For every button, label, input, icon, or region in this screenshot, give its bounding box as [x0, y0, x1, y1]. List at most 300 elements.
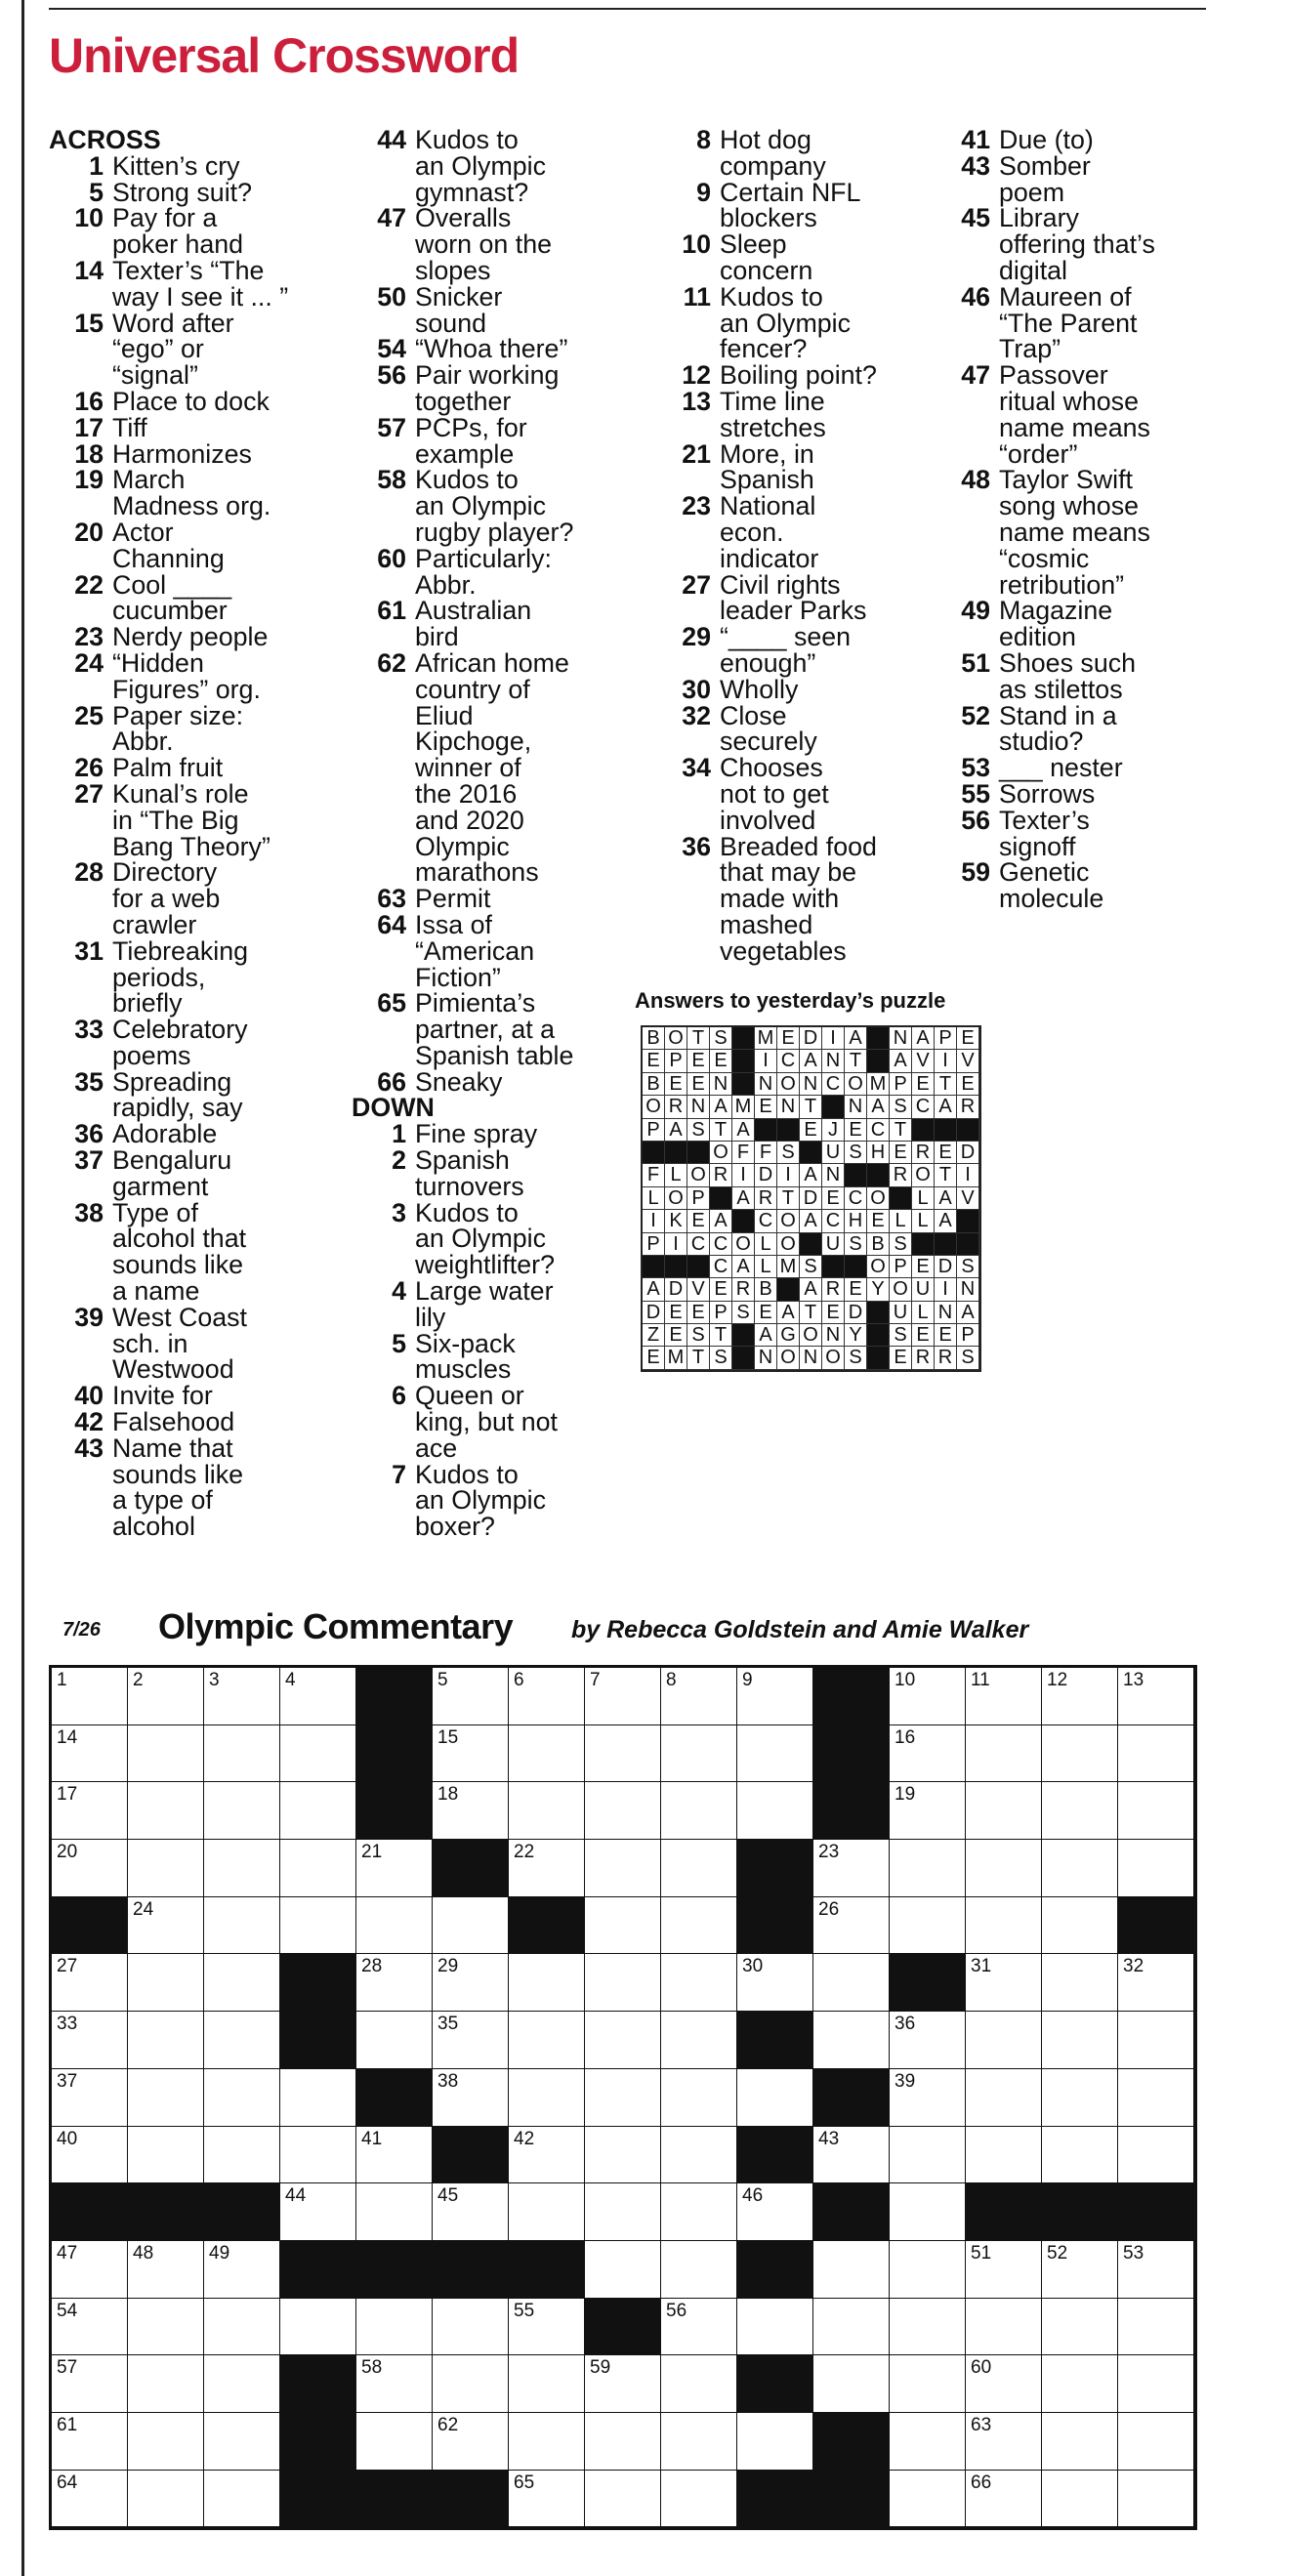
clue-text — [112, 700, 342, 757]
answer-cell: E — [957, 1027, 979, 1050]
grid-cell[interactable] — [1042, 1897, 1118, 1955]
cell-number: 7 — [590, 1670, 601, 1690]
grid-cell[interactable] — [813, 2012, 890, 2069]
grid-cell[interactable] — [966, 1725, 1042, 1783]
grid-cell[interactable] — [737, 1954, 813, 2012]
grid-cell[interactable] — [280, 2183, 356, 2241]
grid-cell[interactable] — [509, 2012, 585, 2069]
grid-cell[interactable] — [890, 2127, 966, 2184]
grid-cell[interactable] — [661, 2471, 737, 2528]
clue-line: Breaded food — [720, 831, 877, 861]
grid-cell[interactable] — [204, 1897, 280, 1955]
grid-cell[interactable] — [1042, 1840, 1118, 1897]
grid-cell[interactable] — [52, 2471, 128, 2528]
grid-cell[interactable] — [204, 2413, 280, 2471]
clue-text — [999, 859, 1228, 912]
cell-number: 18 — [437, 1784, 459, 1806]
clue-line: African home — [415, 647, 569, 678]
grid-cell[interactable] — [737, 2413, 813, 2471]
grid-cell[interactable] — [280, 2127, 356, 2184]
grid-cell[interactable] — [1042, 2299, 1118, 2356]
grid-cell[interactable] — [204, 2127, 280, 2184]
grid-cell[interactable] — [737, 2069, 813, 2127]
clue-text — [999, 205, 1228, 283]
grid-cell[interactable] — [280, 1725, 356, 1783]
grid-cell[interactable] — [585, 1840, 661, 1897]
grid-cell[interactable] — [52, 2012, 128, 2069]
answer-cell: E — [755, 1302, 777, 1324]
answer-black-cell — [800, 1233, 822, 1256]
grid-cell[interactable] — [661, 2413, 737, 2471]
grid-cell[interactable] — [1042, 2127, 1118, 2184]
grid-cell[interactable] — [1118, 2241, 1194, 2299]
answer-black-cell — [687, 1142, 710, 1164]
cell-number: 53 — [1123, 2242, 1144, 2264]
cell-number: 38 — [437, 2070, 459, 2092]
grid-cell[interactable] — [585, 2471, 661, 2528]
grid-cell[interactable] — [585, 1897, 661, 1955]
clue — [656, 231, 949, 284]
grid-cell[interactable] — [356, 2012, 433, 2069]
grid-cell[interactable] — [128, 1840, 204, 1897]
clue-number: 23 — [682, 491, 711, 521]
grid-cell[interactable] — [509, 2299, 585, 2356]
grid-cell[interactable] — [204, 1782, 280, 1840]
clue-text — [112, 438, 342, 469]
cell-number: 37 — [57, 2070, 78, 2092]
grid-cell[interactable] — [433, 2183, 509, 2241]
clue-text — [415, 1459, 645, 1542]
grid-cell[interactable] — [509, 1954, 585, 2012]
grid-cell[interactable] — [661, 1840, 737, 1897]
grid-cell[interactable] — [585, 1668, 661, 1725]
grid-cell[interactable] — [737, 1725, 813, 1783]
grid-cell[interactable] — [509, 2355, 585, 2413]
grid-cell[interactable] — [280, 1668, 356, 1725]
cell-number: 6 — [514, 1670, 524, 1690]
grid-cell[interactable] — [890, 2069, 966, 2127]
grid-cell[interactable] — [661, 1668, 737, 1725]
clue — [49, 519, 342, 572]
grid-cell[interactable] — [1042, 1668, 1118, 1725]
clue-text — [720, 831, 949, 966]
grid-cell[interactable] — [356, 2413, 433, 2471]
clue-line: Texter’s “The — [112, 255, 265, 285]
grid-cell[interactable] — [585, 2241, 661, 2299]
grid-black-square — [356, 2471, 433, 2528]
grid-cell[interactable] — [204, 2299, 280, 2356]
grid-cell[interactable] — [204, 2355, 280, 2413]
grid-cell[interactable] — [280, 2299, 356, 2356]
grid-cell[interactable] — [128, 1954, 204, 2012]
grid-cell[interactable] — [509, 2127, 585, 2184]
grid-cell[interactable] — [585, 2413, 661, 2471]
grid-cell[interactable] — [661, 1897, 737, 1955]
answer-cell: H — [845, 1210, 867, 1232]
grid-cell[interactable] — [890, 1668, 966, 1725]
answer-cell: B — [643, 1073, 665, 1096]
grid-cell[interactable] — [356, 2355, 433, 2413]
grid-cell[interactable] — [433, 1782, 509, 1840]
grid-cell[interactable] — [966, 2299, 1042, 2356]
grid-cell[interactable] — [737, 1668, 813, 1725]
clue-line: Directory — [112, 857, 218, 888]
grid-cell[interactable] — [1042, 2012, 1118, 2069]
grid-cell[interactable] — [204, 1840, 280, 1897]
grid-cell[interactable] — [356, 2127, 433, 2184]
answer-cell: N — [845, 1096, 867, 1118]
grid-cell[interactable] — [128, 1725, 204, 1783]
grid-cell[interactable] — [204, 2241, 280, 2299]
grid-cell[interactable] — [813, 2127, 890, 2184]
answer-black-cell — [822, 1096, 845, 1118]
clue — [352, 598, 645, 650]
grid-cell[interactable] — [52, 2127, 128, 2184]
grid-cell[interactable] — [433, 2299, 509, 2356]
clue-line: Pimienta’s — [415, 988, 536, 1018]
grid-black-square — [813, 2471, 890, 2528]
grid-cell[interactable] — [661, 2183, 737, 2241]
answer-cell: A — [643, 1278, 665, 1301]
grid-cell[interactable] — [509, 2413, 585, 2471]
answer-black-cell — [777, 1278, 800, 1301]
grid-cell[interactable] — [966, 2069, 1042, 2127]
clue-number: 51 — [961, 647, 990, 678]
grid-cell[interactable] — [433, 2069, 509, 2127]
clue-number: 55 — [961, 778, 990, 809]
grid-cell[interactable] — [128, 1668, 204, 1725]
clue-line: crawler — [112, 909, 197, 939]
clue — [936, 150, 1228, 207]
grid-cell[interactable] — [204, 2069, 280, 2127]
grid-cell[interactable] — [1042, 1725, 1118, 1783]
grid-cell[interactable] — [966, 1840, 1042, 1897]
answer-cell: O — [867, 1256, 890, 1278]
clue-line: Olympic — [415, 831, 510, 861]
grid-cell[interactable] — [585, 2069, 661, 2127]
answer-cell: T — [845, 1050, 867, 1072]
answer-cell: S — [845, 1142, 867, 1164]
answer-cell: I — [732, 1164, 755, 1186]
grid-cell[interactable] — [661, 2241, 737, 2299]
clue-line: Kudos to — [415, 1459, 519, 1489]
grid-cell[interactable] — [204, 1668, 280, 1725]
answer-cell: D — [800, 1187, 822, 1210]
clue — [656, 281, 949, 364]
clue-number: 29 — [682, 622, 711, 652]
grid-cell[interactable] — [52, 1782, 128, 1840]
grid-cell[interactable] — [1118, 2355, 1194, 2413]
grid-cell[interactable] — [509, 2471, 585, 2528]
grid-cell[interactable] — [356, 1954, 433, 2012]
grid-cell[interactable] — [433, 1668, 509, 1725]
grid-cell[interactable] — [890, 2471, 966, 2528]
answer-cell: I — [957, 1164, 979, 1186]
grid-cell[interactable] — [661, 2299, 737, 2356]
grid-cell[interactable] — [890, 2012, 966, 2069]
grid-cell[interactable] — [661, 1782, 737, 1840]
clue-line: Kunal’s role — [112, 778, 249, 809]
grid-cell[interactable] — [204, 1725, 280, 1783]
grid-cell[interactable] — [1042, 2241, 1118, 2299]
grid-cell[interactable] — [1118, 2012, 1194, 2069]
grid-cell[interactable] — [737, 1782, 813, 1840]
answer-cell: B — [755, 1278, 777, 1301]
grid-cell[interactable] — [1118, 2127, 1194, 2184]
grid-cell[interactable] — [1042, 2413, 1118, 2471]
clue-text — [112, 935, 342, 1018]
answer-cell: L — [755, 1233, 777, 1256]
grid-cell[interactable] — [433, 2355, 509, 2413]
grid-cell[interactable] — [204, 1954, 280, 2012]
grid-cell[interactable] — [661, 2012, 737, 2069]
grid-cell[interactable] — [585, 1725, 661, 1783]
answer-cell: N — [800, 1347, 822, 1369]
cell-number: 22 — [514, 1842, 535, 1863]
grid-cell[interactable] — [128, 2355, 204, 2413]
clue-line: for a web — [112, 884, 221, 914]
grid-cell[interactable] — [1118, 1725, 1194, 1783]
clue-number: 42 — [74, 1407, 104, 1437]
clue-line: turnovers — [415, 1171, 524, 1201]
grid-cell[interactable] — [356, 1897, 433, 1955]
grid-cell[interactable] — [509, 1668, 585, 1725]
grid-cell[interactable] — [737, 2299, 813, 2356]
grid-black-square — [356, 2241, 433, 2299]
grid-cell[interactable] — [280, 1782, 356, 1840]
clue-line: worn on the — [415, 229, 553, 260]
clue — [49, 1383, 342, 1409]
grid-cell[interactable] — [1118, 1954, 1194, 2012]
grid-black-square — [585, 2299, 661, 2356]
grid-cell[interactable] — [661, 2127, 737, 2184]
grid-cell[interactable] — [661, 1725, 737, 1783]
grid-cell[interactable] — [661, 2069, 737, 2127]
grid-cell[interactable] — [52, 2355, 128, 2413]
grid-cell[interactable] — [1042, 2471, 1118, 2528]
clue-text — [112, 308, 342, 391]
clue-text — [112, 1383, 342, 1409]
grid-cell[interactable] — [1118, 1840, 1194, 1897]
clue-line: together — [415, 386, 512, 416]
grid-cell[interactable] — [204, 2012, 280, 2069]
answer-cell: F — [732, 1142, 755, 1164]
grid-cell[interactable] — [433, 1725, 509, 1783]
clue-line: poem — [999, 177, 1065, 207]
grid-cell[interactable] — [128, 1782, 204, 1840]
clue-line: Spreading — [112, 1066, 232, 1097]
cell-number: 63 — [971, 2414, 992, 2435]
grid-cell[interactable] — [1042, 2355, 1118, 2413]
grid-cell[interactable] — [1118, 2413, 1194, 2471]
clue — [49, 1147, 342, 1200]
grid-cell[interactable] — [890, 2355, 966, 2413]
cell-number: 10 — [895, 1670, 916, 1690]
grid-cell[interactable] — [356, 1840, 433, 1897]
grid-cell[interactable] — [509, 2183, 585, 2241]
grid-cell[interactable] — [813, 1840, 890, 1897]
answer-black-cell — [710, 1187, 732, 1210]
grid-cell[interactable] — [433, 1897, 509, 1955]
grid-cell[interactable] — [1118, 1668, 1194, 1725]
answer-cell: S — [845, 1233, 867, 1256]
grid-cell[interactable] — [585, 2183, 661, 2241]
clue-line: king, but not — [415, 1407, 558, 1437]
answer-cell: V — [912, 1050, 935, 1072]
answer-cell: M — [665, 1347, 687, 1369]
grid-cell[interactable] — [52, 1725, 128, 1783]
clue-line: slopes — [415, 255, 491, 285]
grid-cell[interactable] — [890, 1725, 966, 1783]
answer-cell: A — [800, 1210, 822, 1232]
clue-text — [415, 1066, 645, 1097]
grid-cell[interactable] — [128, 2127, 204, 2184]
grid-cell[interactable] — [509, 2069, 585, 2127]
clue — [352, 1197, 645, 1280]
clue-line: an Olympic — [720, 308, 852, 338]
grid-cell[interactable] — [1042, 1782, 1118, 1840]
clue-text — [415, 1328, 645, 1385]
grid-cell[interactable] — [966, 2127, 1042, 2184]
grid-cell[interactable] — [966, 1668, 1042, 1725]
grid-cell[interactable] — [585, 2127, 661, 2184]
answer-cell: E — [687, 1050, 710, 1072]
grid-cell[interactable] — [813, 2241, 890, 2299]
grid-cell[interactable] — [966, 2471, 1042, 2528]
grid-cell[interactable] — [966, 1897, 1042, 1955]
answer-cell: A — [755, 1324, 777, 1347]
grid-cell[interactable] — [1118, 2471, 1194, 2528]
grid-cell[interactable] — [966, 1954, 1042, 2012]
clue-number: 44 — [377, 125, 406, 154]
grid-cell[interactable] — [356, 2183, 433, 2241]
puzzle-title: Olympic Commentary — [158, 1606, 514, 1646]
grid-cell[interactable] — [52, 2241, 128, 2299]
answer-cell: O — [777, 1073, 800, 1096]
grid-cell[interactable] — [128, 2241, 204, 2299]
grid-cell[interactable] — [966, 1782, 1042, 1840]
grid-cell[interactable] — [52, 1954, 128, 2012]
clue-text — [999, 647, 1228, 704]
grid-cell[interactable] — [128, 2471, 204, 2528]
grid-cell[interactable] — [813, 1954, 890, 2012]
grid-cell[interactable] — [737, 2183, 813, 2241]
grid-cell[interactable] — [890, 2299, 966, 2356]
grid-cell[interactable] — [585, 2355, 661, 2413]
grid-cell[interactable] — [1042, 1954, 1118, 2012]
clue-line: Abbr. — [415, 569, 477, 600]
answer-cell: E — [912, 1324, 935, 1347]
grid-cell[interactable] — [280, 2069, 356, 2127]
grid-black-square — [1118, 1897, 1194, 1955]
grid-cell[interactable] — [813, 2355, 890, 2413]
grid-cell[interactable] — [1042, 2069, 1118, 2127]
grid-cell[interactable] — [128, 2012, 204, 2069]
answer-black-cell — [957, 1233, 979, 1256]
grid-cell[interactable] — [890, 1840, 966, 1897]
answer-cell: S — [687, 1119, 710, 1142]
answer-cell: E — [687, 1210, 710, 1232]
clue — [936, 127, 1228, 153]
grid-cell[interactable] — [128, 2413, 204, 2471]
grid-cell[interactable] — [128, 2299, 204, 2356]
grid-cell[interactable] — [52, 1668, 128, 1725]
grid-cell[interactable] — [966, 2012, 1042, 2069]
section-heading: DOWN — [352, 1093, 435, 1123]
grid-cell[interactable] — [890, 1897, 966, 1955]
grid-cell[interactable] — [356, 2299, 433, 2356]
clue-line: Overalls — [415, 203, 512, 233]
clue-text — [415, 127, 645, 205]
grid-cell[interactable] — [585, 1954, 661, 2012]
grid-cell[interactable] — [280, 1897, 356, 1955]
clue-text — [999, 467, 1228, 598]
grid-cell[interactable] — [585, 2012, 661, 2069]
grid-cell[interactable] — [433, 1954, 509, 2012]
grid-cell[interactable] — [52, 2413, 128, 2471]
grid-cell[interactable] — [966, 2355, 1042, 2413]
grid-cell[interactable] — [890, 2413, 966, 2471]
clue-number: 35 — [74, 1066, 104, 1097]
grid-cell[interactable] — [1118, 2069, 1194, 2127]
answer-cell: A — [890, 1050, 912, 1072]
clue-line: winner of — [415, 753, 521, 783]
grid-cell[interactable] — [890, 1782, 966, 1840]
answer-cell: D — [935, 1256, 957, 1278]
answer-cell: D — [800, 1027, 822, 1050]
grid-cell[interactable] — [280, 1840, 356, 1897]
grid-cell[interactable] — [890, 2183, 966, 2241]
grid-cell[interactable] — [204, 2471, 280, 2528]
grid-cell[interactable] — [1118, 2299, 1194, 2356]
clue — [936, 281, 1228, 364]
grid-cell[interactable] — [433, 2012, 509, 2069]
grid-black-square — [280, 2012, 356, 2069]
grid-cell[interactable] — [813, 1897, 890, 1955]
grid-cell[interactable] — [128, 1897, 204, 1955]
clue — [49, 438, 342, 469]
clue — [352, 990, 645, 1068]
grid-cell[interactable] — [966, 2241, 1042, 2299]
grid-cell[interactable] — [128, 2069, 204, 2127]
grid-cell[interactable] — [661, 2355, 737, 2413]
grid-cell[interactable] — [52, 2069, 128, 2127]
grid-cell[interactable] — [509, 1782, 585, 1840]
clue-line: in “The Big — [112, 805, 239, 835]
grid-cell[interactable] — [890, 2241, 966, 2299]
grid-cell[interactable] — [661, 1954, 737, 2012]
answer-cell: R — [890, 1164, 912, 1186]
answer-cell: P — [957, 1324, 979, 1347]
clue-number: 10 — [682, 229, 711, 260]
clue-text — [720, 177, 949, 233]
answer-cell: E — [957, 1073, 979, 1096]
grid-cell[interactable] — [433, 2413, 509, 2471]
grid-cell[interactable] — [509, 1725, 585, 1783]
grid-cell[interactable] — [585, 1782, 661, 1840]
clue-line: Wholly — [720, 674, 799, 704]
grid-cell[interactable] — [509, 1840, 585, 1897]
clue-text — [112, 1302, 342, 1385]
answer-cell: S — [710, 1347, 732, 1369]
grid-cell[interactable] — [813, 2299, 890, 2356]
clue — [49, 412, 342, 442]
clue-number: 5 — [89, 177, 104, 207]
grid-cell[interactable] — [52, 1840, 128, 1897]
grid-cell[interactable] — [52, 2299, 128, 2356]
grid-cell[interactable] — [1118, 1782, 1194, 1840]
grid-cell[interactable] — [966, 2413, 1042, 2471]
